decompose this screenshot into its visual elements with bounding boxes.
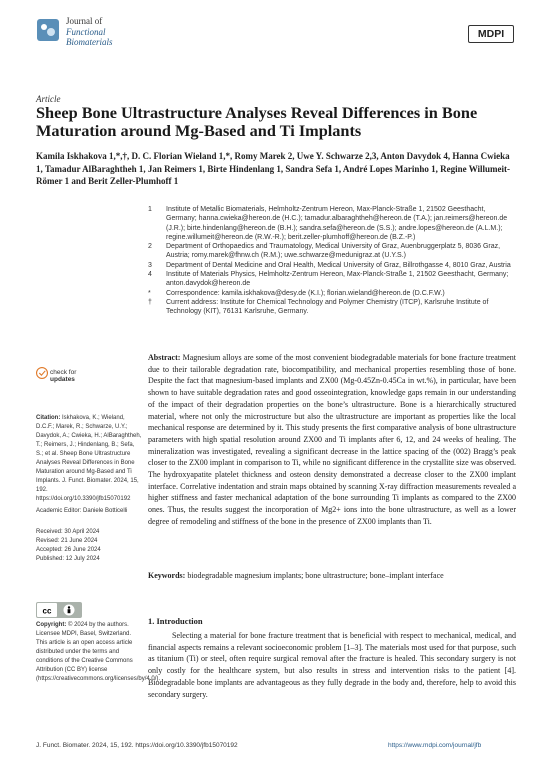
date-received: Received: 30 April 2024 <box>36 529 100 535</box>
date-revised: Revised: 21 June 2024 <box>36 538 98 544</box>
affiliation-mark: 2 <box>148 243 152 251</box>
affiliation-mark: 1 <box>148 206 152 213</box>
section-heading: 1. Introduction <box>148 616 203 626</box>
correspondence <box>148 289 516 298</box>
footer-journal-link[interactable]: https://www.mdpi.com/journal/jfb <box>388 742 482 749</box>
dates <box>36 528 142 564</box>
abstract-label: Abstract: <box>148 353 181 362</box>
journal-name-line2: Functional <box>66 26 106 37</box>
academic-editor: Academic Editor: Daniele Botticelli <box>36 508 128 514</box>
citation-label: Citation: <box>36 415 61 421</box>
journal-name <box>66 16 113 48</box>
affiliation-mark: * <box>148 289 151 297</box>
affiliation-mark: 3 <box>148 261 152 269</box>
journal-name-line1: Journal of <box>66 16 103 26</box>
intro-paragraph: Selecting a material for bone fracture treatment that is beneficial with respect to mechanical, medical, and financial aspects remains a relevant socioeconomic problem [1–3]. The materials most used for that purpose, such as titanium (Ti) or steel, often require surgical removal after the fracture is healed. This secondary surgery is not only costly for the healthcare system, but also results in stress and intervention risks to the patient [4]. Biodegradable bone implants are advantageous as they fully degrade in the body and, therefore, help to avoid this secondary surgery. <box>148 631 516 699</box>
journal-name-line3: Biomaterials <box>66 37 113 47</box>
citation-text: Iskhakova, K.; Wieland, D.C.F.; Marek, R.; Schwarze, U.Y.; Davydok, A.; Cwieka, H.; AlBaraghtheh, T.; Reimers, J.; Hindenlang, B.; Sefa, S.; et al. Sheep Bone Ultrastructure Analyses Reveal Differences in Bone Maturation around Mg-Based and Ti Implants. J. Funct. Biomater. 2024, 15, 192. https://doi.org/10.3390/jfb15070192 <box>36 415 142 502</box>
journal-logo <box>36 18 60 42</box>
copyright <box>36 621 161 684</box>
current-address <box>148 298 516 317</box>
affiliation-text: Institute of Materials Physics, Helmholtz-Zentrum Hereon, Max-Planck-Straße 1, 21502 Geesthacht, Germany; anton.davydok@hereon.de <box>166 271 509 288</box>
citation <box>36 414 142 504</box>
affiliation-2 <box>148 242 516 261</box>
cc-license-icon[interactable] <box>36 602 82 618</box>
affiliation-text: Institute of Metallic Biomaterials, Helmholtz-Zentrum Hereon, Max-Planck-Straße 1, 21502 Geesthacht, Germany; hanna.cwieka@hereon.de (H.C.); tamadur.albaraghtheh@hereon.de (T.A.); jan.reimers@hereon.de (J.R.); birte.hindenlang@hereon.de (B.H.); sandra.sefa@hereon.de (S.S.); andre.lopes@hereon.de (A.L.M.); regine.willumeit@hereon.de (R.W.-R.); berit.zeller-plumhoff@hereon.de (B.Z.-P.) <box>166 206 508 241</box>
check-updates-icon[interactable] <box>36 367 48 379</box>
check-updates-label[interactable] <box>50 369 76 383</box>
affiliation-4 <box>148 270 516 289</box>
article-type: Article <box>36 94 61 104</box>
affiliation-3 <box>148 261 516 270</box>
introduction <box>148 630 516 700</box>
affiliation-text: Department of Orthopaedics and Traumatology, Medical University of Graz, Auenbruggerplatz 5, 8036 Graz, Austria; romy.marek@fhnw.ch (R.M.); uwe.schwarze@medunigraz.at (U.Y.S.) <box>166 243 501 260</box>
check-updates-line1: check for <box>50 369 77 376</box>
keywords-label: Keywords: <box>148 571 186 580</box>
svg-text:cc: cc <box>42 606 52 616</box>
affiliation-text: Department of Dental Medicine and Oral Health, Medical University of Graz, Billrothgasse 4, 8010 Graz, Austria <box>166 261 511 269</box>
author-list: Kamila Iskhakova 1,*,†, D. C. Florian Wieland 1,*, Romy Marek 2, Uwe Y. Schwarze 2,3, Anton Davydok 4, Hanna Cwieka 1, Tamadur AlBaraghtheh 1, Jan Reimers 1, Birte Hindenlang 1, Sandra Sefa 1, André Lopes Marinho 1, Regine Willumeit-Römer 1 and Berit Zeller-Plumhoff 1 <box>36 151 511 186</box>
paper-title: Sheep Bone Ultrastructure Analyses Reveal Differences in Bone Maturation around Mg-Based and Ti Implants <box>36 103 478 140</box>
abstract <box>148 352 516 528</box>
copyright-label: Copyright: <box>36 622 67 628</box>
footer-citation: J. Funct. Biomater. 2024, 15, 192. https://doi.org/10.3390/jfb15070192 <box>36 742 238 749</box>
date-accepted: Accepted: 26 June 2024 <box>36 547 101 553</box>
date-published: Published: 12 July 2024 <box>36 556 100 562</box>
keywords <box>148 571 516 580</box>
check-updates-line2: updates <box>50 376 75 383</box>
copyright-text: © 2024 by the authors. Licensee MDPI, Basel, Switzerland. This article is an open access article distributed under the terms and conditions of the Creative Commons Attribution (CC BY) license (https://creativecommons.org/licenses/by/4.0/). <box>36 622 161 682</box>
keywords-text: biodegradable magnesium implants; bone ultrastructure; bone–implant interface <box>187 571 444 580</box>
affiliation-text: Correspondence: kamila.iskhakova@desy.de (K.I.); florian.wieland@hereon.de (D.C.F.W.) <box>166 289 445 297</box>
abstract-text: Magnesium alloys are some of the most convenient biodegradable materials for bone fracture treatment due to their tailorable degradation rate, biocompatibility, and mechanical properties resembling those of bone. Despite the fact that magnesium-based implants and ZX00 (Mg-0.45Zn-0.45Ca in wt.%), in particular, have been shown to have suitable degradation rates and good osseointegration, knowledge gaps remain in our understanding of the impact of their degradation properties on the bone’s ultrastructure. Bone is a hierarchically structured material, where not only the microstructure but also the ultrastructure are important as properties like the local mechanical response are determined by it. This study presents the first comparative analysis of bone ultrastructure parameters with high spatial resolution around ZX00 and Ti implants after 6, 12, and 24 weeks of healing. The mineralization was investigated, revealing a significant decrease in the lattice spacing of the (002) Bragg’s peak closer to the ZX00 implant in comparison to Ti, while no significant difference in the crystallite size was observed. The hydroxyapatite platelet thickness and osteon density demonstrated a decrease closer to the ZX00 implant interface. Correlative indentation and strain maps obtained by scanning X-ray diffraction measurements revealed a higher stiffness and faster mechanical adaptation of the bone surrounding Ti implants as compared to the ZX00 ones. Thus, the results suggest the incorporation of Mg2+ ions into the bone ultrastructure, as well as a lower degree of remodeling and stiffness of the bone in the presence of ZX00 implants than Ti. <box>148 353 517 526</box>
affiliation-mark: 4 <box>148 271 152 279</box>
affiliations <box>148 205 516 317</box>
affiliation-mark: † <box>148 298 152 306</box>
affiliation-1 <box>148 205 516 242</box>
publisher-logo[interactable]: MDPI <box>468 25 514 43</box>
affiliation-text: Current address: Institute for Chemical Technology and Polymer Chemistry (ITCP), Karlsruhe Institute of Technology (KIT), 76131 Karlsruhe, Germany. <box>166 298 489 316</box>
